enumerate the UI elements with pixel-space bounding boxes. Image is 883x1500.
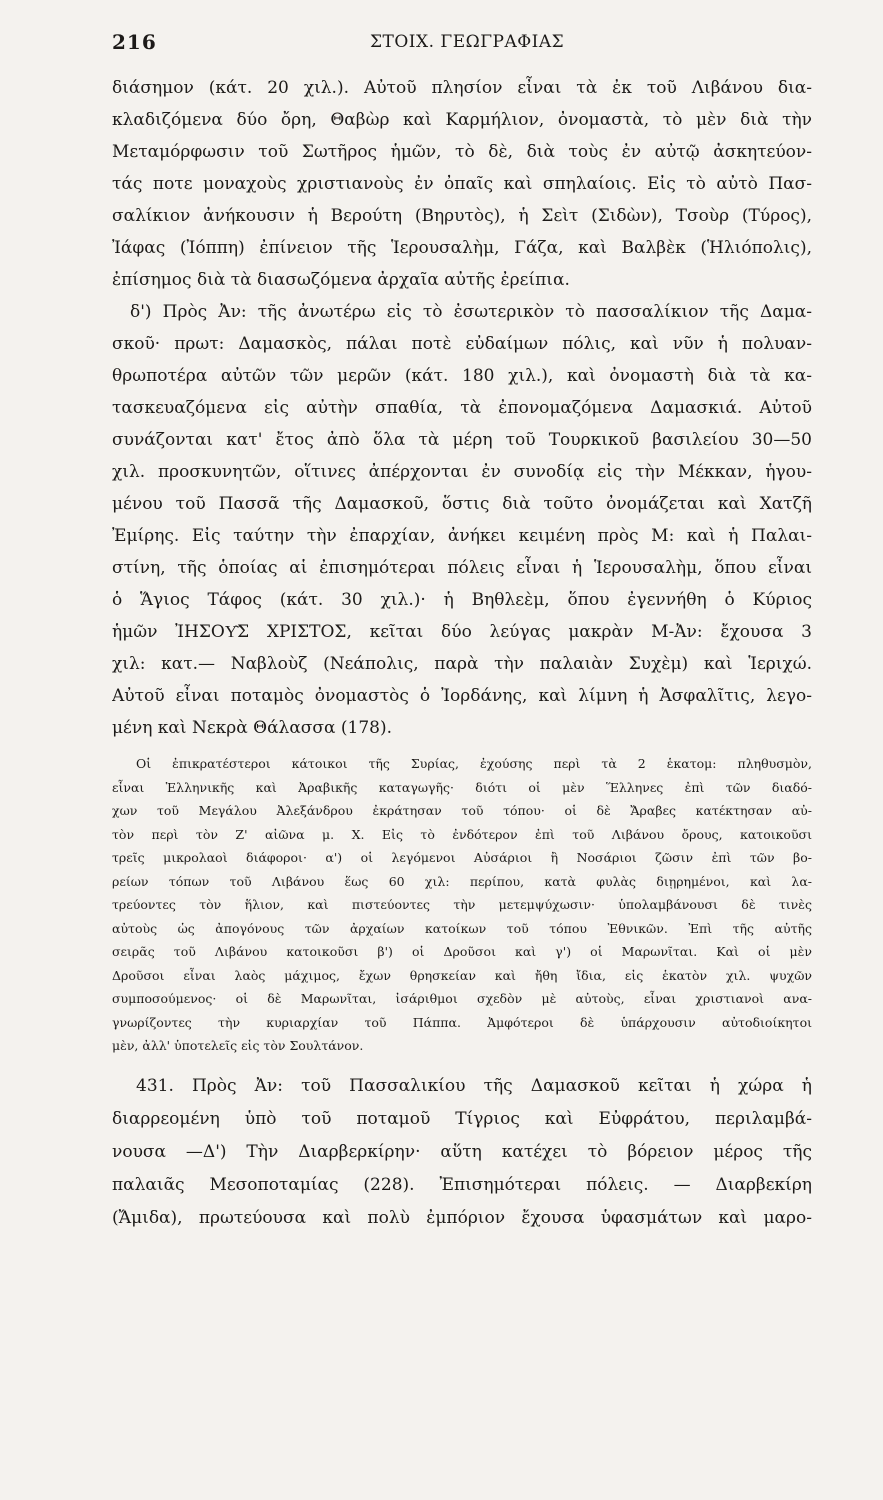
note-line: τὸν περὶ τὸν Ζ' αἰῶνα μ. Χ. Εἰς τὸ ἐνδότερον ἐπὶ τοῦ Λιβάνου ὄρους, κατοικοῦσι xyxy=(112,826,812,842)
text-line: διάσημον (κάτ. 20 χιλ.). Αὐτοῦ πλησίον εἶναι τὰ ἐκ τοῦ Λιβάνου δια- xyxy=(112,78,812,98)
note-line: χων τοῦ Μεγάλου Ἀλεξάνδρου ἐκράτησαν τοῦ τόπου· οἱ δὲ Ἄραβες κατέκτησαν αὐ- xyxy=(112,803,812,818)
text-line: ὁ Ἅγιος Τάφος (κάτ. 30 χιλ.)· ἡ Βηθλεὲμ, ὅπου ἐγεννήθη ὁ Κύριος xyxy=(112,590,812,610)
section-431 xyxy=(112,1070,812,1235)
text-line: (Ἄμιδα), πρωτεύουσα καὶ πολὺ ἐμπόριον ἔχουσα ὑφασμάτων καὶ μαρο- xyxy=(112,1207,812,1228)
text-line: τάς ποτε μοναχοὺς χριστιανοὺς ἐν ὀπαῖς καὶ σπηλαίοις. Εἰς τὸ αὐτὸ Πασ- xyxy=(112,174,812,194)
note-line: εἶναι Ἑλληνικῆς καὶ Ἀραβικῆς καταγωγῆς· διότι οἱ μὲν Ἕλληνες ἐπὶ τῶν διαδό- xyxy=(112,779,812,795)
text-line: σαλίκιον ἀνήκουσιν ἡ Βερούτη (Βηρυτὸς), ἡ Σεὶτ (Σιδὼν), Τσοὺρ (Τύρος), xyxy=(112,206,812,226)
page-header xyxy=(112,30,812,60)
page-number: 216 xyxy=(112,30,157,54)
text-line: συνάζονται κατ' ἔτος ἀπὸ ὅλα τὰ μέρη τοῦ Τουρκικοῦ βασιλείου 30—50 xyxy=(112,430,812,450)
text-line: Ἐμίρης. Εἰς ταύτην τὴν ἐπαρχίαν, ἀνήκει κειμένη πρὸς Μ: καὶ ἡ Παλαι- xyxy=(112,526,812,546)
text-line: Αὐτοῦ εἶναι ποταμὸς ὀνομαστὸς ὁ Ἰορδάνης, καὶ λίμνη ἡ Ἀσφαλῖτις, λεγο- xyxy=(112,686,812,706)
note-line: μὲν, ἀλλ' ὑποτελεῖς εἰς τὸν Σουλτάνον. xyxy=(112,1038,364,1053)
text-line: ἡμῶν ἸΗΣΟΥ͂Σ ΧΡΙΣΤΟΣ, κεῖται δύο λεύγας μακρὰν Μ-Ἀν: ἔχουσα 3 xyxy=(112,622,812,642)
body-text xyxy=(112,72,812,1235)
text-line: παλαιᾶς Μεσοποταμίας (228). Ἐπισημότεραι πόλεις. — Διαρβεκίρη xyxy=(112,1174,812,1195)
text-line: μένη καὶ Νεκρὰ Θάλασσα (178). xyxy=(112,718,393,738)
text-line: μένου τοῦ Πασσᾶ τῆς Δαμασκοῦ, ὅστις διὰ τοῦτο ὀνομάζεται καὶ Χατζῆ xyxy=(112,494,812,514)
main-paragraphs xyxy=(112,72,812,744)
note-line: Δροῦσοι εἶναι λαὸς μάχιμος, ἔχων θρησκείαν καὶ ἤθη ἴδια, εἰς ἑκατὸν χιλ. ψυχῶν xyxy=(112,967,812,983)
running-head: ΣΤΟΙΧ. ΓΕΩΓΡΑΦΙΑΣ xyxy=(370,32,565,52)
note-line: συμποσούμενος· οἱ δὲ Μαρωνῖται, ἰσάριθμοι σχεδὸν μὲ αὐτοὺς, εἶναι χριστιανοὶ ανα- xyxy=(112,991,812,1006)
footnote-block xyxy=(112,752,812,1058)
text-line: Ἰάφας (Ἰόππη) ἐπίνειον τῆς Ἱερουσαλὴμ, Γάζα, καὶ Βαλβὲκ (Ἡλιόπολις), xyxy=(112,238,812,258)
text-line: 431. Πρὸς Ἀν: τοῦ Πασσαλικίου τῆς Δαμασκοῦ κεῖται ἡ χώρα ἡ xyxy=(136,1075,812,1096)
note-line: τρεύοντες τὸν ἥλιον, καὶ πιστεύοντες τὴν μετεμψύχωσιν· ὑπολαμβάνουσι δὲ τινὲς xyxy=(112,897,812,912)
text-line: σκοῦ· πρωτ: Δαμασκὸς, πάλαι ποτὲ εὐδαίμων πόλις, καὶ νῦν ἡ πολυαν- xyxy=(112,334,812,354)
text-line: χιλ: κατ.— Ναβλοὺζ (Νεάπολις, παρὰ τὴν παλαιὰν Συχὲμ) καὶ Ἱεριχώ. xyxy=(112,654,812,674)
note-line: ρείων τόπων τοῦ Λιβάνου ἕως 60 χιλ: περίπου, κατὰ φυλὰς διῃρημένοι, καὶ λα- xyxy=(112,873,812,889)
note-line: αὐτοὺς ὡς ἀπογόνους τῶν ἀρχαίων κατοίκων τοῦ τόπου Ἐθνικῶν. Ἐπὶ τῆς αὐτῆς xyxy=(112,920,812,936)
text-line: τασκευαζόμενα εἰς αὐτὴν σπαθία, τὰ ἐπονομαζόμενα Δαμασκιά. Αὐτοῦ xyxy=(112,398,812,418)
text-line: κλαδιζόμενα δύο ὄρη, Θαβὼρ καὶ Καρμήλιον, ὀνομαστὰ, τὸ μὲν διὰ τὴν xyxy=(112,110,812,130)
text-line: δ') Πρὸς Ἀν: τῆς ἀνωτέρω εἰς τὸ ἐσωτερικὸν τὸ πασσαλίκιον τῆς Δαμα- xyxy=(130,302,812,322)
text-line: νουσα —Δ') Τὴν Διαρβερκίρην· αὕτη κατέχει τὸ βόρειον μέρος τῆς xyxy=(112,1141,812,1162)
text-line: χιλ. προσκυνητῶν, οἵτινες ἀπέρχονται ἐν συνοδίᾳ εἰς τὴν Μέκκαν, ἡγου- xyxy=(112,462,812,482)
note-line: σειρᾶς τοῦ Λιβάνου κατοικοῦσι β') οἱ Δροῦσοι καὶ γ') οἱ Μαρωνῖται. Καὶ οἱ μὲν xyxy=(112,944,812,959)
note-line: γνωρίζοντες τὴν κυριαρχίαν τοῦ Πάππα. Ἀμφότεροι δὲ ὑπάρχουσιν αὐτοδιοίκητοι xyxy=(112,1014,812,1030)
text-line: διαρρεομένη ὑπὸ τοῦ ποταμοῦ Τίγριος καὶ Εὐφράτου, περιλαμβά- xyxy=(112,1108,812,1129)
text-line: Μεταμόρφωσιν τοῦ Σωτῆρος ἡμῶν, τὸ δὲ, διὰ τοὺς ἐν αὐτῷ ἀσκητεύον- xyxy=(112,142,812,162)
text-line: θρωποτέρα αὐτῶν τῶν μερῶν (κάτ. 180 χιλ.), καὶ ὀνομαστὴ διὰ τὰ κα- xyxy=(112,366,812,386)
text-line: στίνη, τῆς ὁποίας αἱ ἐπισημότεραι πόλεις εἶναι ἡ Ἱερουσαλὴμ, ὅπου εἶναι xyxy=(112,558,812,578)
note-line: Οἱ ἐπικρατέστεροι κάτοικοι τῆς Συρίας, ἐχούσης περὶ τὰ 2 ἑκατομ: πληθυσμὸν, xyxy=(136,756,812,771)
note-line: τρεῖς μικρολαοὶ διάφοροι· α') οἱ λεγόμενοι Αὐσάριοι ἢ Νοσάριοι ζῶσιν ἐπὶ τῶν βο- xyxy=(112,850,812,865)
text-line: ἐπίσημος διὰ τὰ διασωζόμενα ἀρχαῖα αὐτῆς ἐρείπια. xyxy=(112,270,570,290)
